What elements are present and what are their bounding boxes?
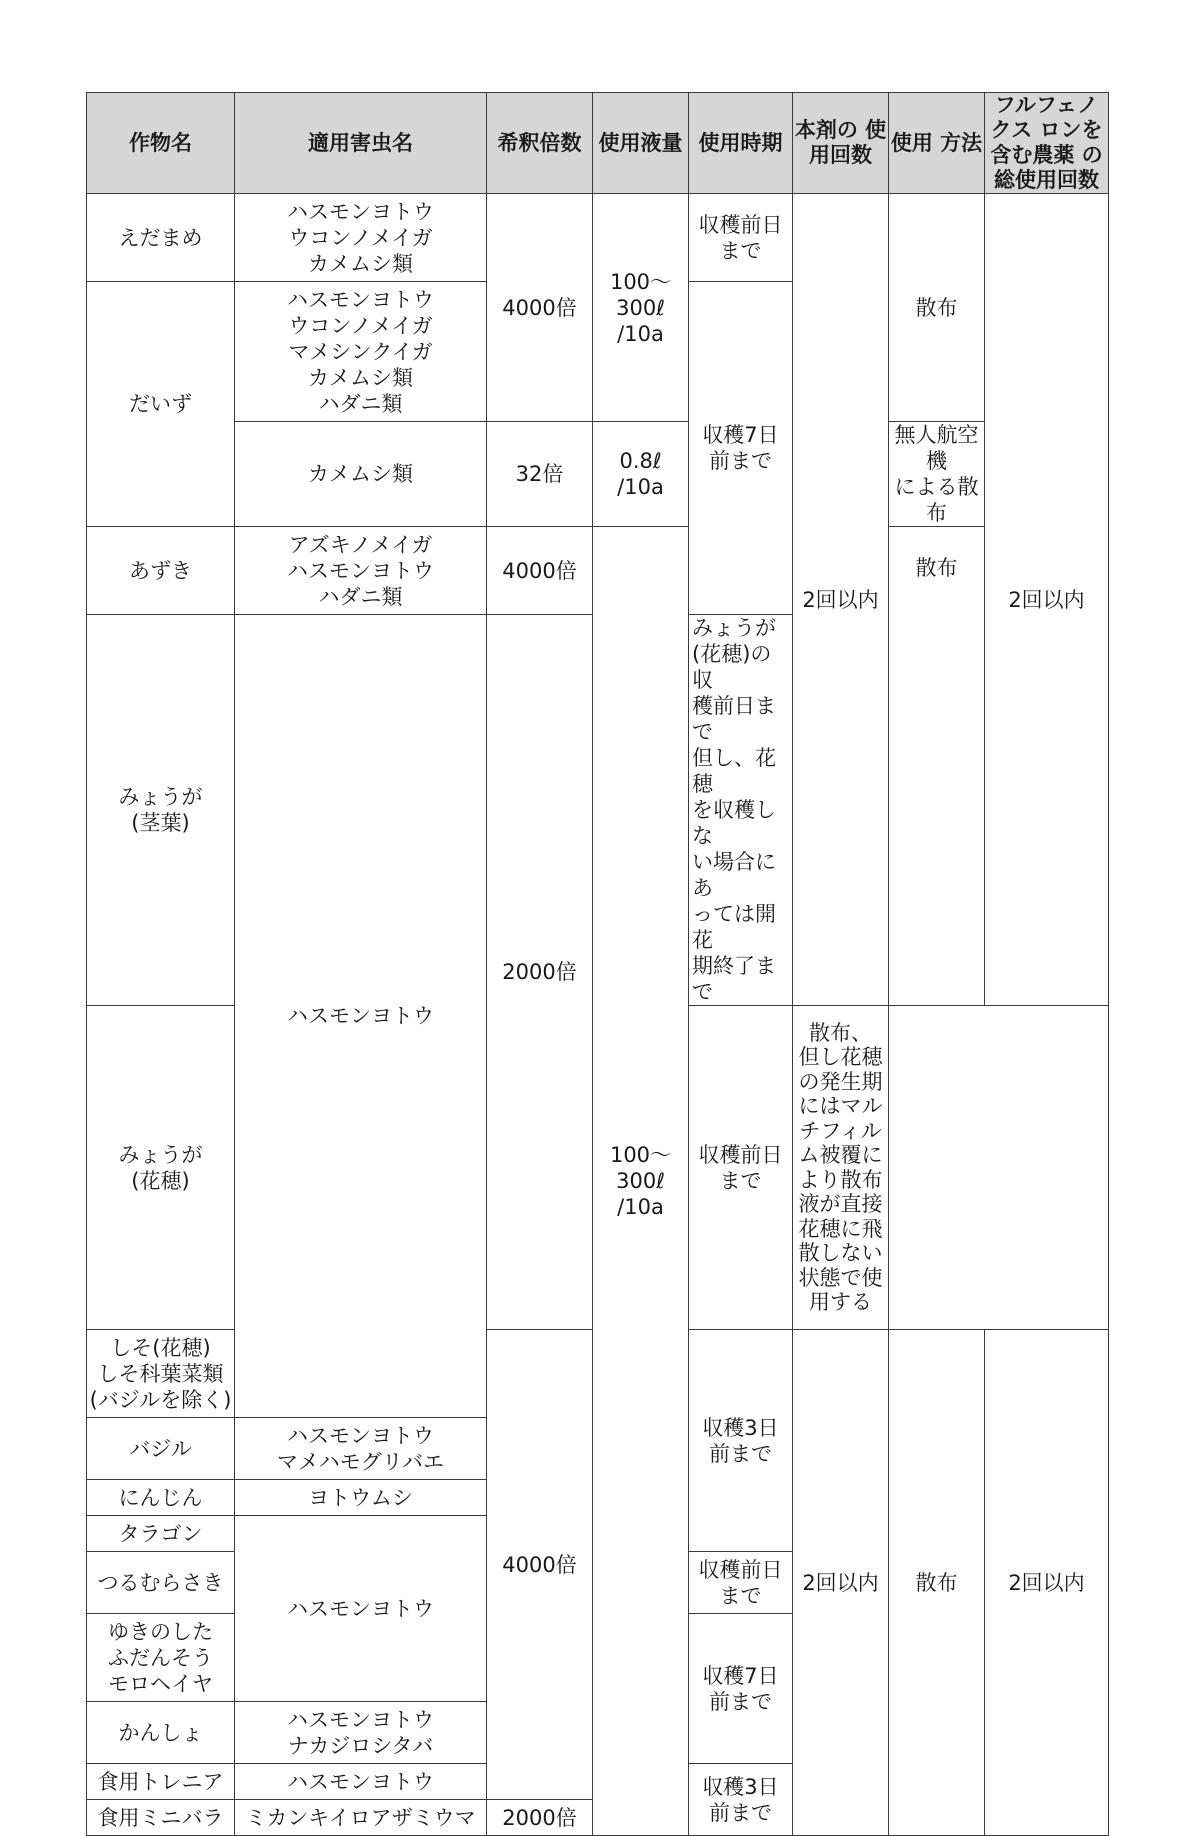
- dilution-cell: 32倍: [487, 422, 593, 527]
- method-cell: 散布: [889, 1330, 985, 1836]
- header-dilution: 希釈倍数: [487, 93, 593, 194]
- crop-cell: ゆきのした ふだんそう モロヘイヤ: [87, 1614, 235, 1702]
- timing-cell: 収穫3日 前まで: [689, 1764, 793, 1836]
- crop-cell: だいず: [87, 282, 235, 527]
- table-row: [87, 422, 1109, 527]
- pest-cell: ハスモンヨトウ: [235, 1516, 487, 1702]
- pest-cell: ハスモンヨトウ ウコンノメイガ マメシンクイガ カメムシ類 ハダニ類: [235, 282, 487, 422]
- uses-cell: 2回以内: [793, 194, 889, 1006]
- volume-cell: 100～ 300ℓ /10a: [593, 194, 689, 422]
- table-row: [87, 194, 1109, 282]
- dilution-cell: 2000倍: [487, 615, 593, 1330]
- dilution-cell: 2000倍: [487, 1800, 593, 1836]
- table-row: [87, 527, 1109, 615]
- total-cell: 2回以内: [985, 1330, 1109, 1836]
- pest-cell: アズキノメイガ ハスモンヨトウ ハダニ類: [235, 527, 487, 615]
- header-uses: 本剤の 使用回数: [793, 93, 889, 194]
- crop-cell: みょうが (花穂): [87, 1006, 235, 1330]
- pest-cell: ハスモンヨトウ: [235, 1764, 487, 1800]
- timing-cell: 収穫7日 前まで: [689, 1614, 793, 1764]
- pest-cell: ヨトウムシ: [235, 1480, 487, 1516]
- crop-cell: あずき: [87, 527, 235, 615]
- pest-cell: ハスモンヨトウ ウコンノメイガ カメムシ類: [235, 194, 487, 282]
- crop-cell: 食用トレニア: [87, 1764, 235, 1800]
- timing-cell: 収穫3日 前まで: [689, 1330, 793, 1552]
- volume-cell: 100～ 300ℓ /10a: [593, 527, 689, 1836]
- timing-cell: 収穫前日 まで: [689, 1552, 793, 1614]
- crop-cell: タラゴン: [87, 1516, 235, 1552]
- volume-cell: 0.8ℓ /10a: [593, 422, 689, 527]
- crop-cell: かんしょ: [87, 1702, 235, 1764]
- crop-cell: つるむらさき: [87, 1552, 235, 1614]
- header-row: [87, 93, 1109, 194]
- uses-cell: 2回以内: [793, 1330, 889, 1836]
- crop-cell: バジル: [87, 1418, 235, 1480]
- header-method: 使用 方法: [889, 93, 985, 194]
- pest-cell: ハスモンヨトウ マメハモグリバエ: [235, 1418, 487, 1480]
- method-cell: 散布: [889, 527, 985, 1006]
- pest-cell: ハスモンヨトウ ナカジロシタバ: [235, 1702, 487, 1764]
- timing-cell: みょうが (花穂)の収 穫前日まで 但し、花穂 を収穫しな い場合にあ っては開花 期終了まで: [689, 615, 793, 1006]
- crop-cell: 食用ミニバラ: [87, 1800, 235, 1836]
- pest-cell: ハスモンヨトウ: [235, 615, 487, 1418]
- method-cell: 散布、 但し花穂 の発生期 にはマル チフィル ム被覆に より散布 液が直接 花穂に飛 散しない 状態で使 用する: [793, 1006, 889, 1330]
- method-cell: 散布: [889, 194, 985, 422]
- timing-cell: 収穫7日 前まで: [689, 282, 793, 615]
- crop-cell: えだまめ: [87, 194, 235, 282]
- header-pest: 適用害虫名: [235, 93, 487, 194]
- dilution-cell: 4000倍: [487, 194, 593, 422]
- header-crop: 作物名: [87, 93, 235, 194]
- header-volume: 使用液量: [593, 93, 689, 194]
- crop-cell: にんじん: [87, 1480, 235, 1516]
- crop-cell: みょうが (茎葉): [87, 615, 235, 1006]
- method-cell: 無人航空機 による散布: [889, 422, 985, 527]
- dilution-cell: 4000倍: [487, 1330, 593, 1800]
- header-timing: 使用時期: [689, 93, 793, 194]
- dilution-cell: 4000倍: [487, 527, 593, 615]
- pest-cell: カメムシ類: [235, 422, 487, 527]
- total-cell: 2回以内: [985, 194, 1109, 1006]
- header-total: フルフェノクス ロンを含む農薬 の総使用回数: [985, 93, 1109, 194]
- pesticide-application-table: [86, 92, 1109, 1836]
- timing-cell: 収穫前日 まで: [689, 194, 793, 282]
- crop-cell: しそ(花穂) しそ科葉菜類 (バジルを除く): [87, 1330, 235, 1418]
- pest-cell: ミカンキイロアザミウマ: [235, 1800, 487, 1836]
- timing-cell: 収穫前日 まで: [689, 1006, 793, 1330]
